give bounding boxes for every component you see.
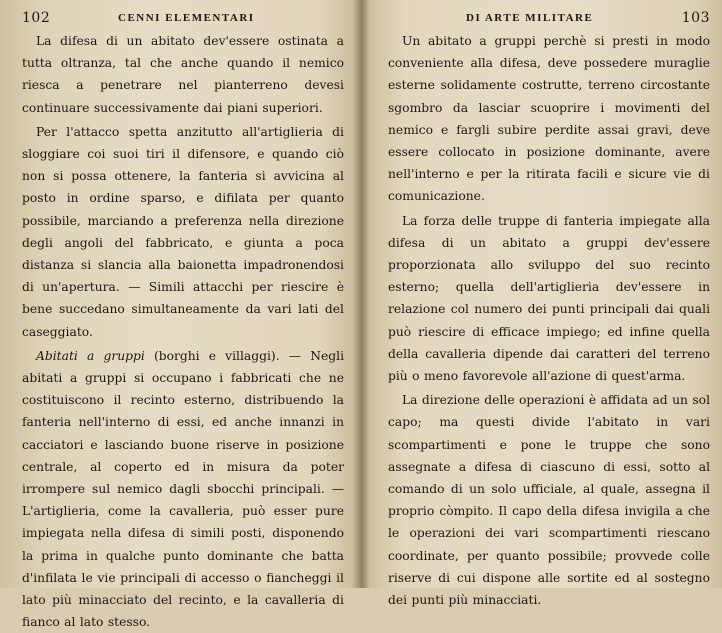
left-page-number: 102 (22, 10, 51, 26)
left-running-title: CENNI ELEMENTARI (118, 12, 255, 24)
left-paragraph-3 (22, 345, 344, 633)
left-page (22, 8, 344, 633)
right-paragraph-3: La direzione delle operazioni è affidata ad un sol capo; ma questi divide l'abitato in vari scompartimenti e pone le truppe che sono assegnate a difesa di ciascuno di essi, sotto al comando di un solo ufficiale, al quale, assegna il proprio còmpito. Il capo della difesa invigila a che le operazioni dei vari scompartimenti riescano coordinate, per quanto possibile; provvede colle riserve di cui dispone alle sortite ed al sostegno dei punti più minacciati. (388, 393, 710, 608)
left-page-body (22, 30, 344, 633)
right-page-number: 103 (681, 10, 710, 26)
right-paragraph-1: Un abitato a gruppi perchè si presti in modo conveniente alla difesa, deve possedere muraglie esterne solidamente costrutte, terreno circostante sgombro da lasciar scuoprire i movimenti del nemico e fargli subire perdite assai gravi, deve essere collocato in posizione dominante, avere nell'interno e per la ritirata facili e sicure vie di comunicazione. (388, 34, 710, 204)
right-page-body (388, 30, 710, 611)
right-running-head (388, 8, 710, 30)
left-paragraph-2: Per l'attacco spetta anzitutto all'artiglieria di sloggiare coi suoi tiri il difensore, e quando ciò non si possa ottenere, la fanteria si avvicina al posto in ordine sparso, e difilata per quanto possibile, marciando a preferenza nella direzione degli angoli del fabbricato, e giunta a poca distanza si slancia alla baionetta impadronendosi di un'apertura. — Simili attacchi per riescire è bene succedano simultaneamente da vari lati del caseggiato. (22, 124, 344, 339)
left-paragraph-3-text: (borghi e villaggi). — Negli abitati a gruppi si occupano i fabbricati che ne costituiscono il recinto esterno, distribuendo la fanteria nell'interno di essi, ed anche innanzi in cacciatori e lasciando buone riserve in posizione centrale, al coperto ed in misura da poter irrompere sul nemico dagli sbocchi principali. — L'artiglieria, come la cavalleria, può esser pure impiegata nella difesa di simili posti, disponendo la prima in qualche punto dominante che batta d'infilata le vie principali di accesso o fiancheggi il lato più minacciato del recinto, e la cavalleria di fianco al lato stesso. (22, 348, 344, 630)
book-gutter (352, 0, 370, 588)
section-heading-abitati-a-gruppi: Abitati a gruppi (36, 348, 145, 363)
left-running-head (22, 8, 344, 30)
right-page (388, 8, 710, 611)
right-running-title: DI ARTE MILITARE (466, 12, 594, 24)
right-paragraph-2: La forza delle truppe di fanteria impiegate alla difesa di un abitato a gruppi dev'essere proporzionata allo sviluppo del suo recinto esterno; quella dell'artiglieria dev'essere in relazione col numero dei punti principali dai quali può riescire di efficace impiego; ed infine quella della cavalleria dipende dai caratteri del terreno più o meno favorevole all'azione di quest'arma. (388, 213, 710, 384)
left-paragraph-1: La difesa di un abitato dev'essere ostinata a tutta oltranza, tal che anche quando il nemico riesca a penetrare nel pianterreno devesi continuare successivamente dai piani superiori. (22, 34, 344, 115)
